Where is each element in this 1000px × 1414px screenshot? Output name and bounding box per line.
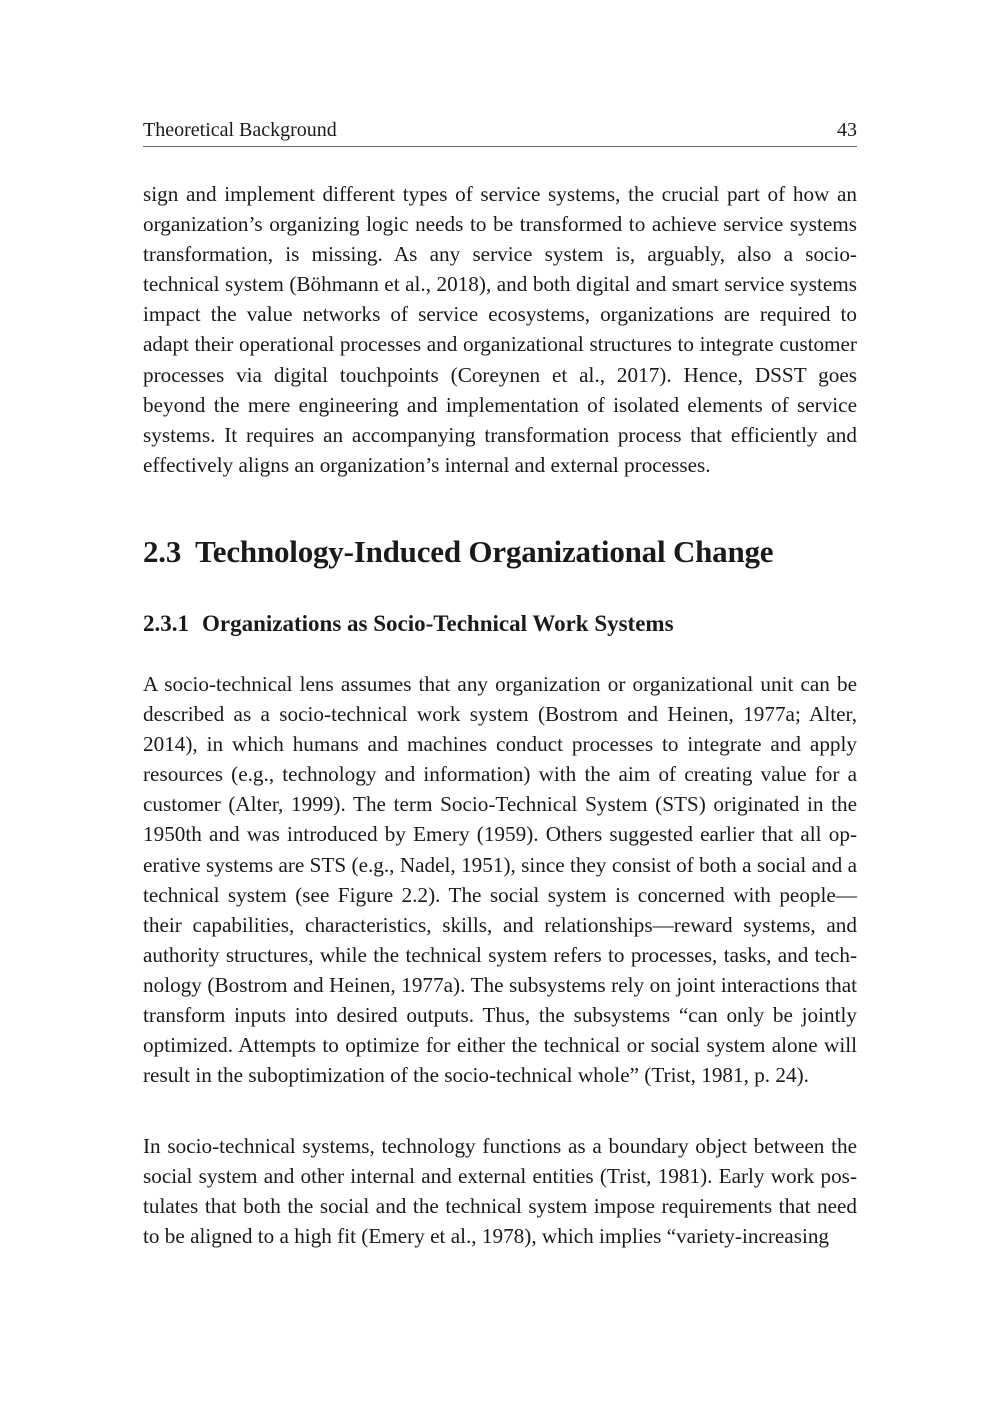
- paragraph-dsst-transformation: sign and implement different types of service systems, the crucial part of how an organization’s organizing logic needs to be transformed to achieve service systems transformation, is missing. As any service system is, arguably, also a socio-technical system (Böhmann et al., 2018), and both digital and smart service systems impact the value networks of service ecosystems, organizations are required to adapt their operational processes and organizational structures to integrate customer processes via digital touchpoints (Coreynen et al., 2017). Hence, DSST goes beyond the mere engineering and implementation of isolated elements of service systems. It requires an accompanying transformation process that efficiently and effectively aligns an organization’s internal and external processes.: [143, 182, 857, 477]
- section-number: 2.3: [143, 534, 182, 569]
- subsection-heading: [143, 607, 674, 641]
- section-title: Technology-Induced Organizational Change: [195, 534, 774, 569]
- running-header-title: Theoretical Background: [143, 119, 337, 141]
- running-header: [143, 116, 857, 147]
- paragraph-boundary-object: In socio-technical systems, technology functions as a boundary object between the social system and other internal and external entities (Trist, 1981). Early work postulates that both the social and the technical system impose requirements that need to be aligned to a high fit (Emery et al., 1978), which implies “variety-increasing: [143, 1134, 857, 1249]
- section-heading: [143, 530, 773, 574]
- subsection-number: 2.3.1: [143, 611, 189, 636]
- paragraph-socio-technical-lens: A socio-technical lens assumes that any organization or organizational unit can be described as a socio-technical work system (Bostrom and Heinen, 1977a; Alter, 2014), in which humans and machines conduct processes to integrate and apply resources (e.g., technology and information) with the aim of creating value for a customer (Alter, 1999). The term Socio-Technical System (STS) originated in the 1950th and was introduced by Emery (1959). Others suggested earlier that all operative systems are STS (e.g., Nadel, 1951), since they consist of both a social and a technical system (see Figure 2.2). The social system is concerned with people— their capabilities, characteristics, skills, and relationships—reward systems, and authority structures, while the technical system refers to processes, tasks, and technology (Bostrom and Heinen, 1977a). The subsystems rely on joint interactions that transform inputs into desired outputs. Thus, the subsystems “can only be jointly optimized. Attempts to optimize for either the technical or social system alone will result in the suboptimization of the socio-technical whole” (Trist, 1981, p. 24).: [143, 672, 857, 1088]
- subsection-title: Organizations as Socio-Technical Work Systems: [202, 611, 674, 636]
- page-number: 43: [837, 119, 857, 141]
